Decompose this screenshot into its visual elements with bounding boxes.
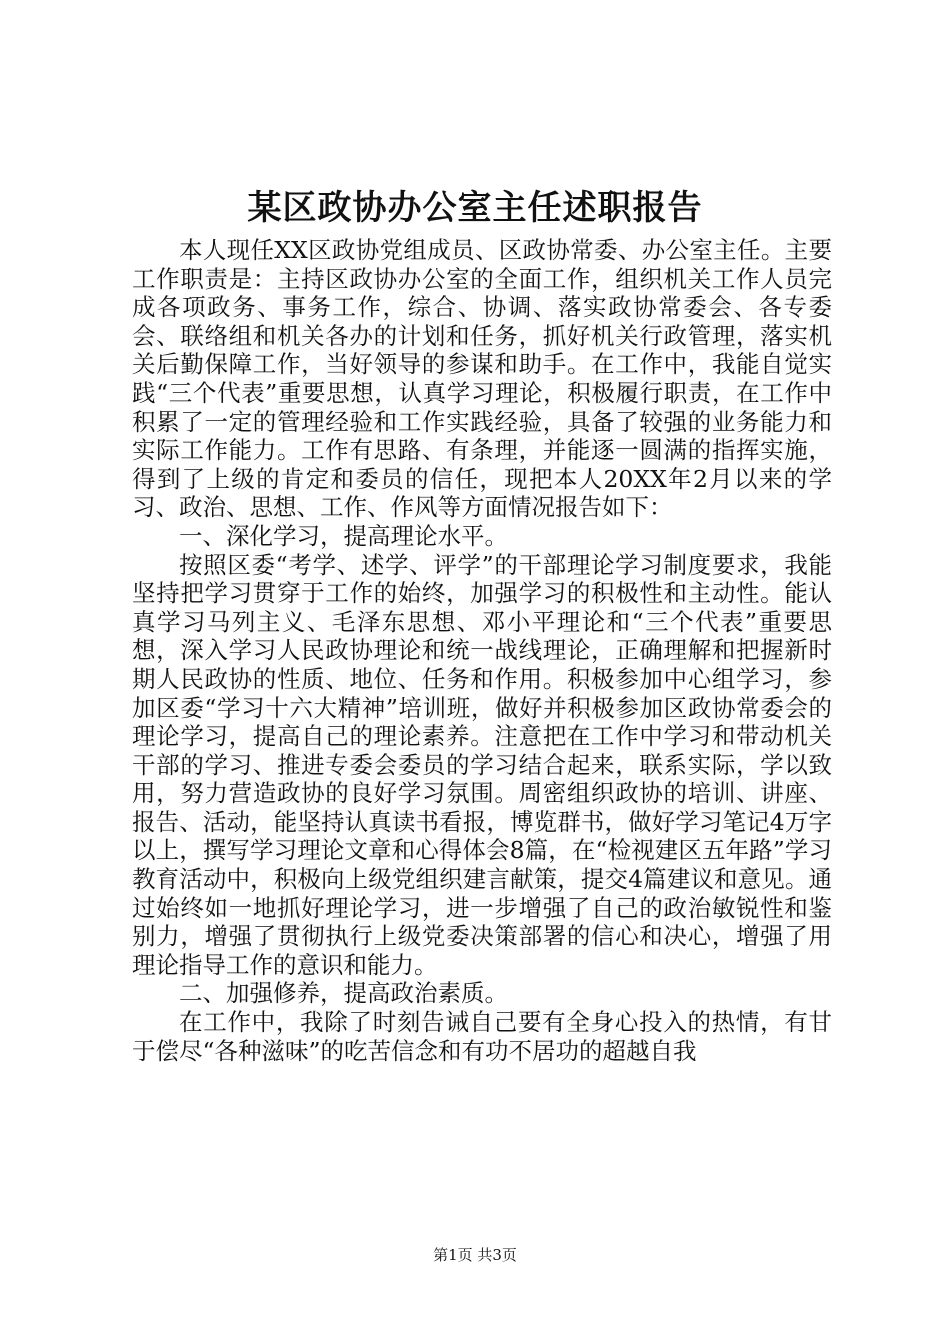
document-body bbox=[132, 236, 832, 1065]
paragraph-intro: 本人现任XX区政协党组成员、区政协常委、办公室主任。主要工作职责是：主持区政协办公室的全面工作，组织机关工作人员完成各项政务、事务工作，综合、协调、落实政协常委会、各专委会、联络组和机关各办的计划和任务，抓好机关行政管理，落实机关后勤保障工作，当好领导的参谋和助手。在工作中，我能自觉实践“三个代表”重要思想，认真学习理论，积极履行职责，在工作中积累了一定的管理经验和工作实践经验，具备了较强的业务能力和实际工作能力。工作有思路、有条理，并能逐一圆满的指挥实施，得到了上级的肯定和委员的信任，现把本人20XX年2月以来的学习、政治、思想、工作、作风等方面情况报告如下： bbox=[132, 236, 832, 522]
page-number-footer: 第1页 共3页 bbox=[433, 1246, 517, 1264]
document-title: 某区政协办公室主任述职报告 bbox=[247, 188, 703, 228]
section-heading-2: 二、加强修养，提高政治素质。 bbox=[179, 979, 508, 1008]
section-heading-1: 一、深化学习，提高理论水平。 bbox=[179, 521, 508, 550]
paragraph-study: 按照区委“考学、述学、评学”的干部理论学习制度要求，我能坚持把学习贯穿于工作的始终，加强学习的积极性和主动性。能认真学习马列主义、毛泽东思想、邓小平理论和“三个代表”重要思想，深入学习人民政协理论和统一战线理论，正确理解和把握新时期人民政协的性质、地位、任务和作用。积极参加中心组学习，参加区委“学习十六大精神”培训班，做好并积极参加区政协常委会的理论学习，提高自己的理论素养。注意把在工作中学习和带动机关干部的学习、推进专委会委员的学习结合起来，联系实际，学以致用，努力营造政协的良好学习氛围。周密组织政协的培训、讲座、报告、活动，能坚持认真读书看报，博览群书，做好学习笔记4万字以上，撰写学习理论文章和心得体会8篇，在“检视建区五年路”学习教育活动中，积极向上级党组织建言献策，提交4篇建议和意见。通过始终如一地抓好理论学习，进一步增强了自己的政治敏锐性和鉴别力，增强了贯彻执行上级党委决策部署的信心和决心，增强了用理论指导工作的意识和能力。 bbox=[132, 550, 832, 979]
paragraph-cultivation: 在工作中，我除了时刻告诫自己要有全身心投入的热情，有甘于偿尽“各种滋味”的吃苦信念和有功不居功的超越自我 bbox=[132, 1008, 832, 1065]
